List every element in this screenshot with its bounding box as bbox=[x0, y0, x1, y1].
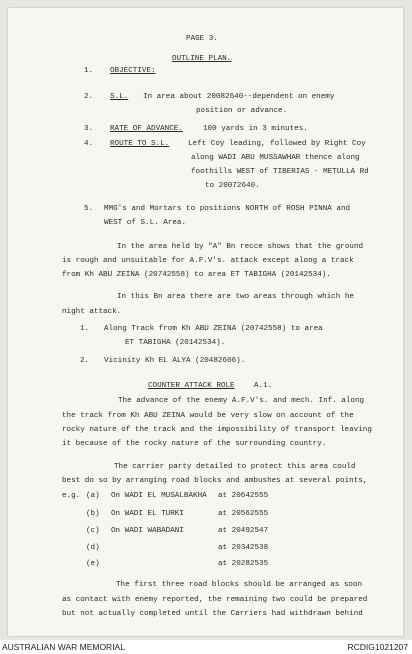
block-ref: at 20492547 bbox=[218, 527, 269, 535]
block-place: On WADI EL MUSALBAKHA bbox=[111, 492, 207, 500]
item-text: along WADI ABU MUSSAWHAR thence along bbox=[191, 154, 360, 162]
item-number: 4. bbox=[84, 140, 94, 148]
item-label: RATE OF ADVANCE. bbox=[110, 125, 183, 133]
block-letter: (b) bbox=[86, 510, 100, 518]
eg-label: e.g. bbox=[62, 492, 81, 500]
paragraph-line: from Kh ABU ZEINA (20742558) to area ET TABIGHA (20142534). bbox=[62, 271, 331, 279]
paragraph-line: the track from Kh ABU ZEINA would be very slow on account of the bbox=[62, 412, 354, 420]
block-letter: (c) bbox=[86, 527, 100, 535]
item-text: to 20072640. bbox=[205, 182, 260, 190]
track-number: 1. bbox=[80, 325, 90, 333]
paragraph-line: as contact with enemy reported, the remaining two could be prepared bbox=[62, 596, 368, 604]
item-number: 3. bbox=[84, 125, 94, 133]
paragraph-line: The first three road blocks should be arranged as soon bbox=[116, 581, 363, 589]
block-place: On WADI WABADANI bbox=[111, 527, 184, 535]
paragraph-line: best do so by arranging road blocks and ambushes at several points, bbox=[62, 477, 368, 485]
document-page bbox=[8, 8, 403, 636]
archive-record-id: RCDIG1021207 bbox=[347, 642, 408, 652]
item-label: ROUTE TO S.L. bbox=[110, 140, 170, 148]
block-ref: at 20562555 bbox=[218, 510, 269, 518]
item-text: position or advance. bbox=[196, 107, 288, 115]
archive-footer bbox=[0, 640, 412, 654]
paragraph-line: is rough and unsuitable for A.F.V's. attack except along a track bbox=[62, 257, 354, 265]
block-letter: (d) bbox=[86, 544, 100, 552]
page-number: PAGE 3. bbox=[186, 35, 218, 43]
block-letter: (e) bbox=[86, 560, 100, 568]
block-ref: at 20282535 bbox=[218, 560, 269, 568]
block-ref: at 20342538 bbox=[218, 544, 269, 552]
paragraph-line: rocky nature of the track and the impossibility of transport leaving bbox=[62, 426, 372, 434]
paragraph-line: The advance of the enemy A.F.V's. and mech. Inf. along bbox=[118, 397, 365, 405]
track-number: 2. bbox=[80, 357, 90, 365]
item-label: OBJECTIVE: bbox=[110, 67, 156, 75]
item-label: S.L. bbox=[110, 93, 129, 101]
paragraph-line: The carrier party detailed to protect this area could bbox=[114, 463, 356, 471]
block-ref: at 20642555 bbox=[218, 492, 269, 500]
track-text: Vicinity Kh EL ALYA (20482606). bbox=[104, 357, 246, 365]
paragraph-line: In this Bn area there are two areas through which he bbox=[117, 293, 354, 301]
track-text: ET TABIGHA (20142534). bbox=[125, 339, 226, 347]
block-place: On WADI EL TURKI bbox=[111, 510, 184, 518]
item-text: WEST of S.L. Area. bbox=[104, 219, 187, 227]
section-heading: COUNTER ATTACK ROLE bbox=[148, 382, 235, 390]
paragraph-line: but not actually completed until the Carriers had withdrawn behind bbox=[62, 610, 363, 618]
block-letter: (a) bbox=[86, 492, 100, 500]
archive-name: AUSTRALIAN WAR MEMORIAL bbox=[2, 642, 125, 652]
track-text: Along Track from Kh ABU ZEINA (20742558) to area bbox=[104, 325, 323, 333]
paragraph-line: it because of the rocky nature of the surrounding country. bbox=[62, 440, 327, 448]
item-text: foothills WEST of TIBERIAS - METULLA Rd bbox=[191, 168, 369, 176]
item-text: In area about 20082640--dependent on enemy bbox=[143, 93, 335, 101]
item-text: Left Coy leading, followed by Right Coy bbox=[188, 140, 366, 148]
paragraph-line: night attack. bbox=[62, 308, 122, 316]
item-number: 2. bbox=[84, 93, 94, 101]
item-text: 100 yards in 3 minutes. bbox=[203, 125, 308, 133]
item-number: 5. bbox=[84, 205, 94, 213]
page-title: OUTLINE PLAN. bbox=[172, 55, 232, 63]
paragraph-line: In the area held by "A" Bn recce shows that the ground bbox=[117, 243, 364, 251]
section-heading-suffix: A.1. bbox=[254, 382, 273, 390]
item-number: 1. bbox=[84, 67, 94, 75]
item-text: MMG's and Mortars to positions NORTH of ROSH PINNA and bbox=[104, 205, 351, 213]
